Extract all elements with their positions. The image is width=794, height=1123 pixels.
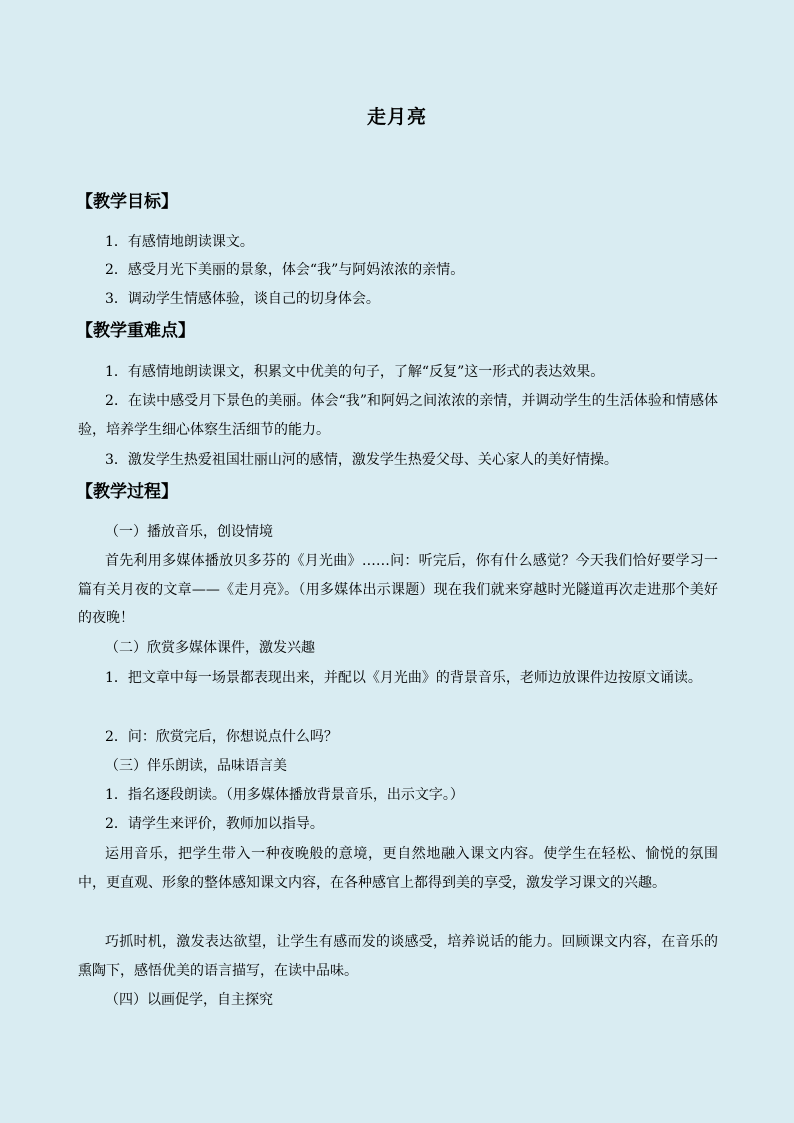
heading-key-points: 【教学重难点】 [76,321,195,341]
process-item-3-2: 2．请学生来评价，教师加以指导。 [105,816,324,832]
goal-item-2: 2．感受月光下美丽的景象，体会“我”与阿妈浓浓的亲情。 [105,262,465,278]
heading-process: 【教学过程】 [76,482,178,502]
process-step-2-heading: （二）欣赏多媒体课件，激发兴趣 [105,640,315,656]
process-paragraph-3: 巧抓时机，激发表达欲望，让学生有感而发的谈感受，培养说话的能力。回顾课文内容，在音乐的熏陶下，感悟优美的语言描写，在读中品味。 [78,934,718,979]
goal-item-3: 3．调动学生情感体验，谈自己的切身体会。 [105,291,380,307]
key-point-item-3: 3．激发学生热爱祖国壮丽山河的感情，激发学生热爱父母、关心家人的美好情操。 [105,452,618,468]
process-paragraph-1: 首先利用多媒体播放贝多芬的《月光曲》……问：听完后，你有什么感觉？今天我们恰好要学习一篇有关月夜的文章——《走月亮》。（用多媒体出示课题）现在我们就来穿越时光隧道再次走进那个美好的夜晚！ [78,553,718,626]
process-item-2-2: 2．问：欣赏完后，你想说点什么吗？ [105,729,338,745]
key-point-item-2: 2．在读中感受月下景色的美丽。体会“我”和阿妈之间浓浓的亲情，并调动学生的生活体验和情感体验，培养学生细心体察生活细节的能力。 [78,393,718,438]
process-step-1-heading: （一）播放音乐，创设情境 [105,524,273,540]
process-paragraph-2: 运用音乐，把学生带入一种夜晚般的意境，更自然地融入课文内容。使学生在轻松、愉悦的氛围中，更直观、形象的整体感知课文内容，在各种感官上都得到美的享受，激发学习课文的兴趣。 [78,846,718,891]
process-item-3-1: 1．指名逐段朗读。（用多媒体播放背景音乐，出示文字。） [105,787,464,803]
process-item-2-1: 1．把文章中每一场景都表现出来，并配以《月光曲》的背景音乐，老师边放课件边按原文诵读。 [105,670,702,686]
process-step-3-heading: （三）伴乐朗读，品味语言美 [105,758,287,774]
process-step-4-heading: （四）以画促学，自主探究 [105,992,273,1008]
heading-goals: 【教学目标】 [76,192,178,212]
page-title: 走月亮 [366,106,427,128]
key-point-item-1: 1．有感情地朗读课文，积累文中优美的句子，了解“反复”这一形式的表达效果。 [105,364,605,380]
goal-item-1: 1．有感情地朗读课文。 [105,234,254,250]
